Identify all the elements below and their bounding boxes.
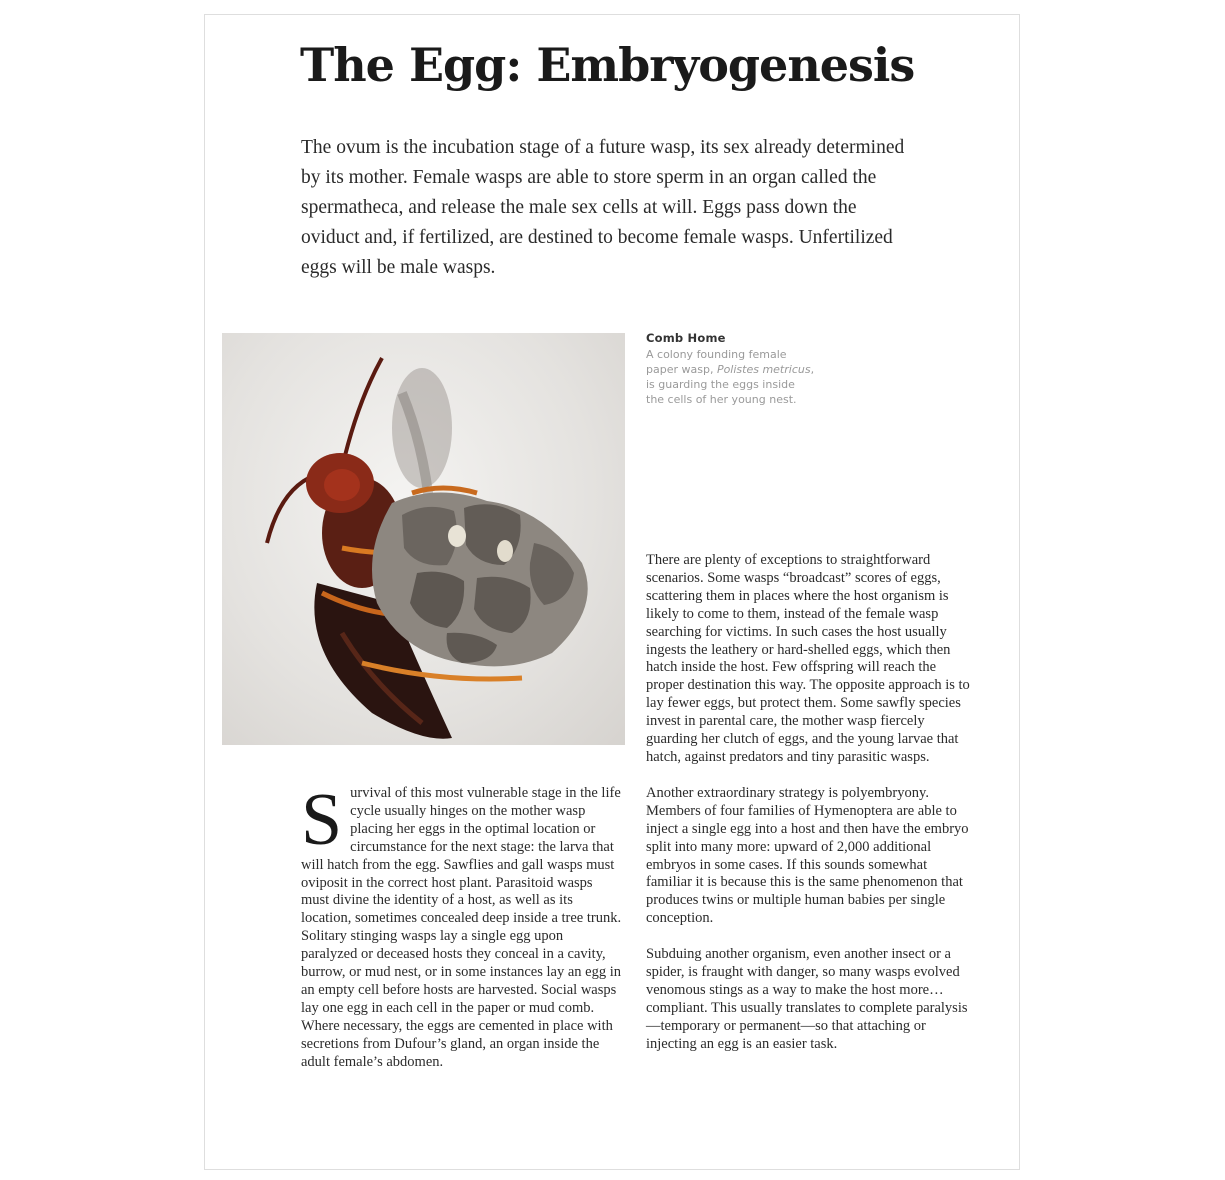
body-right-paragraph: Another extraordinary strategy is polyembryony. Members of four families of Hymenoptera are able to inject a single egg into a host and then have the embryo split into many more: upward of 2,000 additional embryos in some cases. If this sounds somewhat familiar it is because this is the same phenomenon that produces twins or multiple human babies per single conception. — [646, 784, 969, 927]
caption-species-name: Polistes metricus — [716, 363, 811, 376]
caption-title: Comb Home — [646, 331, 726, 345]
body-left-text: urvival of this most vulnerable stage in the life cycle usually hinges on the mother wasp placing her eggs in the optimal location or circumstance for the next stage: the larva that will hatch from the egg. Sawflies and gall wasps must oviposit in the correct host plant. Parasitoid wasps must divine the identity of a host, as well as its location, sometimes concealed deep inside a tree trunk. Solitary stinging wasps lay a single egg upon paralyzed or deceased hosts they conceal in a cavity, burrow, or mud nest, or in some instances lay an egg in an empty cell before hosts are harvested. Social wasps lay one egg in each cell in the paper or mud comb. Where necessary, the eggs are cemented in place with secretions from Dufour’s gland, an organ inside the adult female’s abdomen. — [301, 785, 622, 1070]
wasp-illustration — [222, 333, 625, 745]
body-right-paragraph: Subduing another organism, even another insect or a spider, is fraught with danger, so many wasps evolved venomous stings as a way to make the host more…compliant. This usually translates to complete paralysis—temporary or permanent—so that attaching or injecting an egg is an easier task. — [646, 946, 968, 1052]
intro-paragraph: The ovum is the incubation stage of a future wasp, its sex already determined by its mother. Female wasps are able to store sperm in an organ called the spermatheca, and release the male sex cells at will. Eggs pass down the oviduct and, if fertilized, are destined to become female wasps. Unfertilized eggs will be male wasps. — [301, 137, 905, 278]
body-right-column — [646, 552, 974, 1072]
photo-caption — [646, 331, 816, 407]
caption-text-before: A colony founding female paper wasp, — [646, 348, 787, 376]
body-left-column — [301, 779, 623, 1072]
page-title: The Egg: Embryogenesis — [300, 38, 915, 92]
caption-text — [646, 347, 816, 407]
body-right-paragraph: There are plenty of exceptions to straightforward scenarios. Some wasps “broadcast” scores of eggs, scattering them in places where the host organism is likely to come to them, instead of the female wasp searching for victims. In such cases the host usually ingests the leathery or hard-shelled eggs, which then hatch inside the host. Few offspring will reach the proper destination this way. The opposite approach is to lay fewer eggs, but protect them. Some sawfly species invest in parental care, the mother wasp fiercely guarding her clutch of eggs, and the young larvae that hatch, against predators and tiny parasitic wasps. — [646, 552, 970, 765]
caption-text-after: , is guarding the eggs inside the cells of her young nest. — [646, 363, 815, 406]
drop-cap: S — [301, 779, 343, 861]
wasp-nest-photo — [222, 333, 625, 745]
